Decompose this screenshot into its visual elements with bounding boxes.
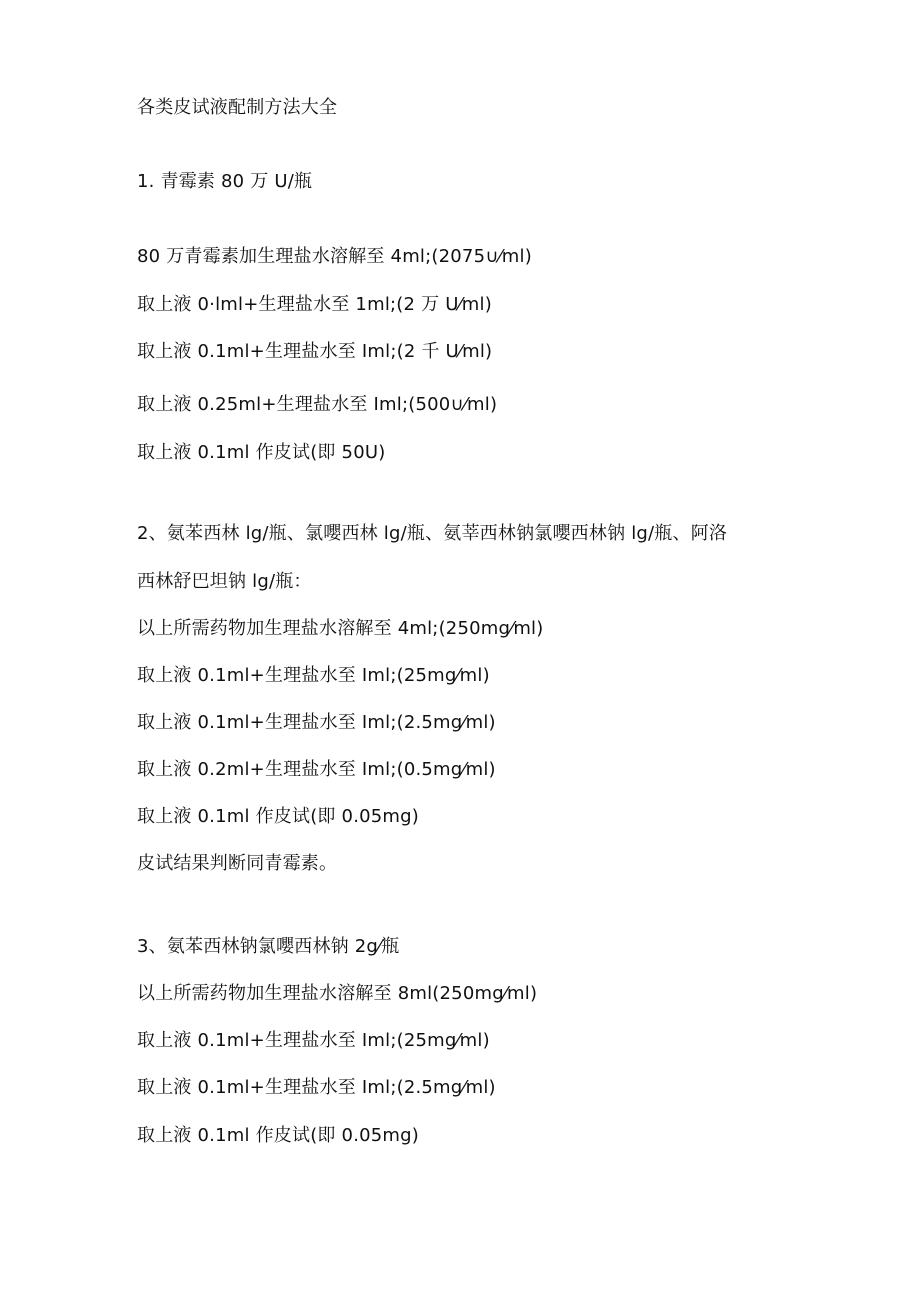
section-3-line-1: 以上所需药物加生理盐水溶解至 8ml(250mg⁄ml) — [137, 983, 538, 1004]
section-1-line-1: 80 万青霉素加生理盐水溶解至 4ml;(2075∪⁄ml) — [137, 246, 532, 267]
section-2-heading-line-2: 西林舒巴坦钠 lg/瓶： — [137, 571, 312, 592]
section-2-line-1: 以上所需药物加生理盐水溶解至 4ml;(250mg⁄ml) — [137, 618, 544, 639]
section-2-line-2: 取上液 0.1ml+生理盐水至 Iml;(25mg⁄ml) — [137, 665, 490, 686]
section-1-line-3: 取上液 0.1ml+生理盐水至 Iml;(2 千 U⁄ml) — [137, 341, 493, 362]
page-title: 各类皮试液配制方法大全 — [137, 97, 338, 118]
section-2-heading-line-1: 2、氨苯西林 lg/瓶、氯嚶西林 lg/瓶、氨莘西林钠氯嚶西林钠 lg/瓶、阿洛 — [137, 523, 728, 544]
section-3-heading: 3、氨苯西林钠氯嚶西林钠 2g⁄瓶 — [137, 936, 400, 957]
section-2-line-6: 皮试结果判断同青霉素。 — [137, 853, 338, 874]
section-3-line-4: 取上液 0.1ml 作皮试(即 0.05mg) — [137, 1125, 420, 1146]
section-2-line-5: 取上液 0.1ml 作皮试(即 0.05mg) — [137, 806, 420, 827]
section-3-line-3: 取上液 0.1ml+生理盐水至 Iml;(2.5mg⁄ml) — [137, 1077, 496, 1098]
section-2-line-4: 取上液 0.2ml+生理盐水至 Iml;(0.5mg⁄ml) — [137, 759, 496, 780]
section-2-line-3: 取上液 0.1ml+生理盐水至 Iml;(2.5mg⁄ml) — [137, 712, 496, 733]
section-1-heading: 1. 青霉素 80 万 U/瓶 — [137, 171, 313, 192]
section-1-line-4: 取上液 0.25ml+生理盐水至 Iml;(500∪⁄ml) — [137, 394, 498, 415]
section-1-line-2: 取上液 0·lml+生理盐水至 1ml;(2 万 U⁄ml) — [137, 294, 492, 315]
section-1-line-5: 取上液 0.1ml 作皮试(即 50U) — [137, 442, 386, 463]
section-3-line-2: 取上液 0.1ml+生理盐水至 Iml;(25mg⁄ml) — [137, 1030, 490, 1051]
